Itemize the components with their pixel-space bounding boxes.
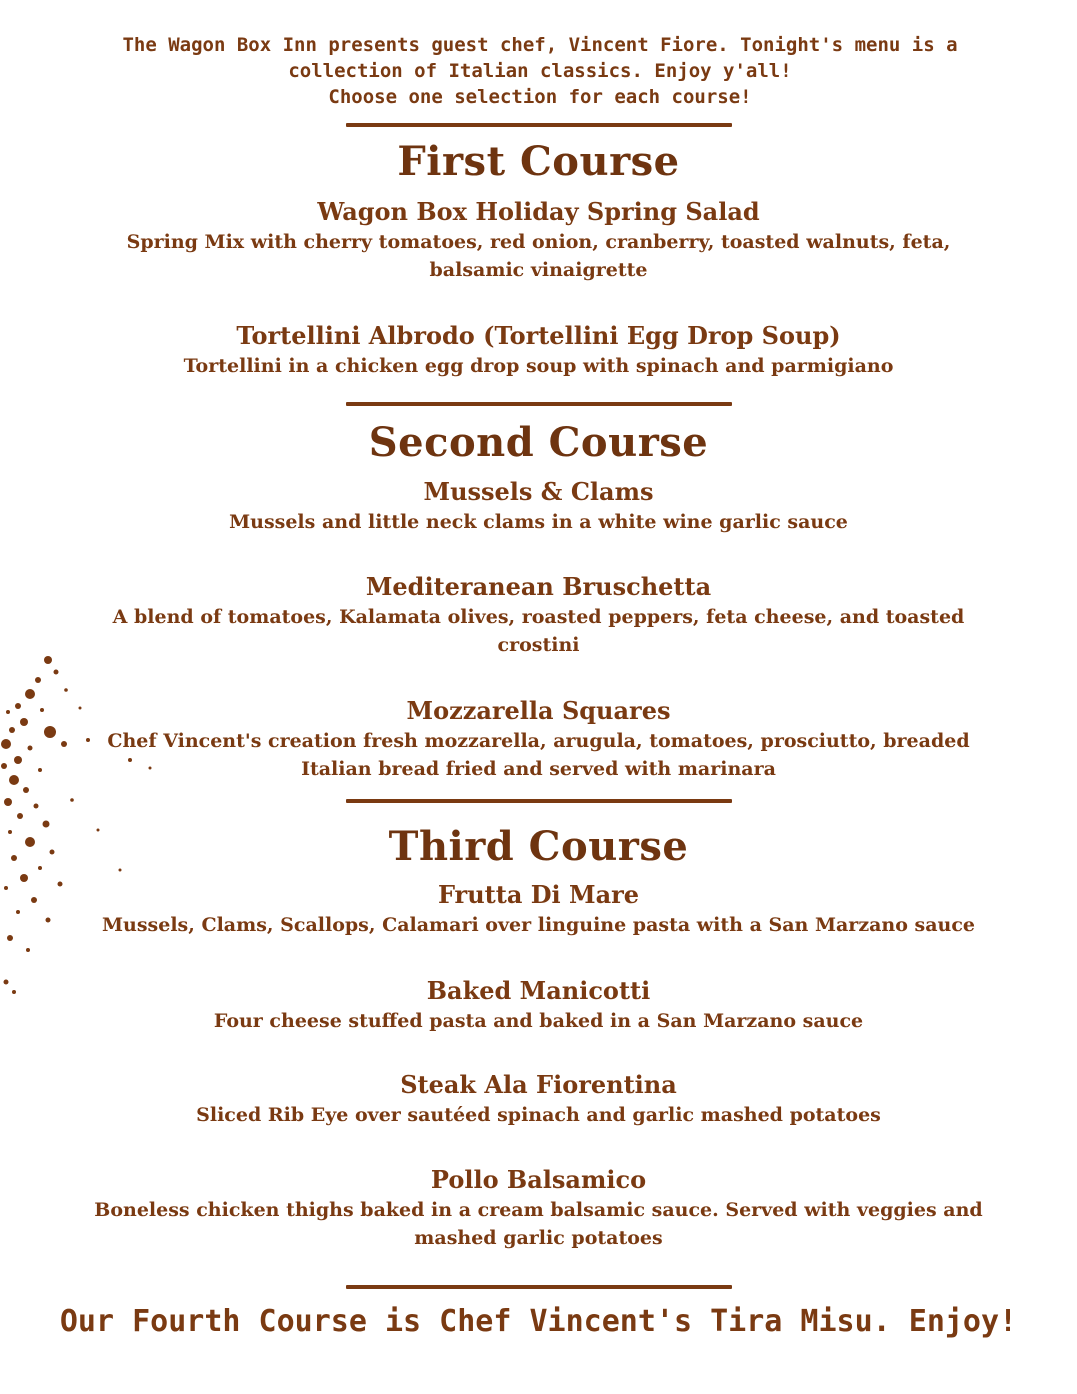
dish-description	[40, 911, 1037, 939]
dish-description-line: Sliced Rib Eye over sautéed spinach and garlic mashed potatoes	[196, 1104, 881, 1126]
dish-description-line: Four cheese stuffed pasta and baked in a San Marzano sauce	[213, 1010, 864, 1032]
dish-name: Frutta Di Mare	[437, 880, 640, 909]
dish-name: Pollo Balsamico	[430, 1165, 647, 1194]
divider-rule	[346, 123, 732, 127]
divider-rule	[346, 1285, 732, 1289]
intro-text	[90, 32, 990, 110]
dish-item	[40, 879, 1037, 939]
dish-name: Steak Ala Fiorentina	[400, 1070, 677, 1099]
dish-item	[40, 1164, 1037, 1252]
dish-description	[40, 603, 1037, 659]
course-title-third: Third Course	[388, 823, 689, 870]
paint-splatter-icon	[0, 620, 170, 1000]
dish-description	[40, 352, 1037, 380]
dish-item	[40, 975, 1037, 1035]
dish-description	[40, 1101, 1037, 1129]
dish-name: Tortellini Albrodo (Tortellini Egg Drop Soup)	[236, 321, 841, 350]
dish-description-line: crostini	[497, 634, 580, 656]
dish-name: Mozzarella Squares	[406, 696, 671, 725]
intro-line-2: collection of Italian classics. Enjoy y'all!	[288, 60, 792, 82]
dish-description	[40, 508, 1037, 536]
dish-item	[40, 196, 1037, 284]
dish-item	[40, 1069, 1037, 1129]
dish-name: Baked Manicotti	[426, 976, 651, 1005]
dish-description	[40, 1007, 1037, 1035]
dish-name: Mediteranean Bruschetta	[365, 572, 712, 601]
dish-item	[40, 320, 1037, 380]
dish-description-line: Tortellini in a chicken egg drop soup with spinach and parmigiano	[183, 355, 894, 377]
dish-description-line: Italian bread fried and served with marinara	[301, 758, 776, 780]
dish-description-line: mashed garlic potatoes	[414, 1227, 663, 1249]
course-title-first: First Course	[397, 138, 680, 185]
footer-fourth-course: Our Fourth Course is Chef Vincent's Tira Misu. Enjoy!	[59, 1304, 1018, 1339]
course-title-second: Second Course	[368, 419, 709, 466]
dish-item	[40, 571, 1037, 659]
dish-description-line: Chef Vincent's creation fresh mozzarella, arugula, tomatoes, prosciutto, breaded	[107, 730, 970, 752]
dish-description	[40, 228, 1037, 284]
dish-description	[40, 1196, 1037, 1252]
dish-description-line: Boneless chicken thighs baked in a cream balsamic sauce. Served with veggies and	[94, 1199, 983, 1221]
dish-description	[40, 727, 1037, 783]
dish-description-line: Mussels and little neck clams in a white wine garlic sauce	[229, 511, 848, 533]
dish-item	[40, 476, 1037, 536]
dish-description-line: A blend of tomatoes, Kalamata olives, roasted peppers, feta cheese, and toasted	[112, 606, 965, 628]
intro-line-1: The Wagon Box Inn presents guest chef, Vincent Fiore. Tonight's menu is a	[122, 34, 958, 56]
intro-line-3: Choose one selection for each course!	[328, 86, 752, 108]
dish-description-line: Mussels, Clams, Scallops, Calamari over linguine pasta with a San Marzano sauce	[102, 914, 975, 936]
dish-name: Wagon Box Holiday Spring Salad	[317, 197, 760, 226]
dish-item	[40, 695, 1037, 783]
dish-description-line: balsamic vinaigrette	[429, 259, 648, 281]
dish-description-line: Spring Mix with cherry tomatoes, red onion, cranberry, toasted walnuts, feta,	[126, 231, 951, 253]
dish-name: Mussels & Clams	[423, 477, 654, 506]
divider-rule	[346, 402, 732, 406]
divider-rule	[346, 799, 732, 803]
